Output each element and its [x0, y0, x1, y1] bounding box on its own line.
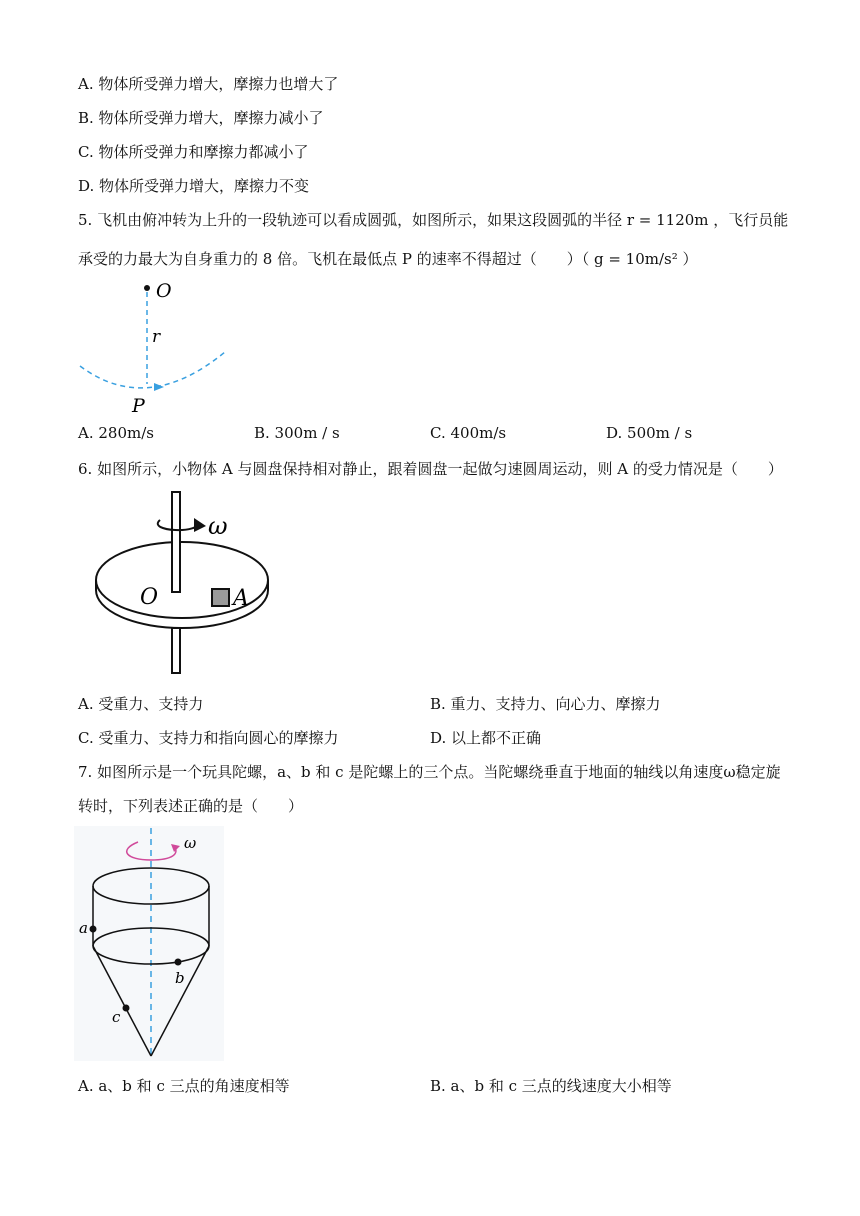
label-c: c — [112, 1008, 121, 1026]
q4-option-b: B. 物体所受弹力增大，摩擦力减小了 — [78, 109, 324, 127]
q6-option-c: C. 受重力、支持力和指向圆心的摩擦力 — [78, 729, 339, 747]
label-r: r — [152, 327, 161, 347]
q7-top-diagram — [74, 826, 224, 1061]
q5-option-d: D. 500m / s — [606, 424, 693, 442]
label-a: A — [233, 586, 249, 611]
block-a — [212, 589, 229, 606]
label-o: O — [156, 280, 172, 302]
q6-stem-line1: 6. 如图所示，小物体 A 与圆盘保持相对静止，跟着圆盘一起做匀速圆周运动，则 A 的受力情况是（ ） — [78, 460, 783, 478]
q5-arc-diagram — [70, 276, 240, 416]
center-point-o — [144, 285, 150, 291]
label-p: P — [132, 395, 145, 416]
q7-option-a: A. a、b 和 c 三点的角速度相等 — [78, 1077, 290, 1095]
q6-option-b: B. 重力、支持力、向心力、摩擦力 — [430, 695, 661, 713]
axle-top — [172, 492, 180, 592]
q7-option-b: B. a、b 和 c 三点的线速度大小相等 — [430, 1077, 672, 1095]
point-c — [123, 1005, 130, 1012]
point-a — [90, 926, 97, 933]
q4-option-d: D. 物体所受弹力增大，摩擦力不变 — [78, 177, 310, 195]
q7-stem-line1: 7. 如图所示是一个玩具陀螺，a、b 和 c 是陀螺上的三个点。当陀螺绕垂直于地面的轴线以角速度ω稳定旋 — [78, 763, 781, 781]
q4-option-a: A. 物体所受弹力增大，摩擦力也增大了 — [78, 75, 339, 93]
q5-option-c: C. 400m/s — [430, 424, 507, 442]
q7-stem-line2: 转时，下列表述正确的是（ ） — [78, 797, 304, 815]
arc-path — [80, 352, 225, 388]
rotation-arrowhead — [194, 518, 206, 532]
axle-bottom — [172, 628, 180, 673]
q5-option-a: A. 280m/s — [78, 424, 154, 442]
q4-option-c: C. 物体所受弹力和摩擦力都减小了 — [78, 143, 309, 161]
q5-option-b: B. 300m / s — [254, 424, 340, 442]
label-a: a — [79, 919, 88, 937]
q5-stem-line2: 承受的力最大为自身重力的 8 倍。飞机在最低点 P 的速率不得超过（ ）（ g = 10m/s² ） — [78, 250, 698, 268]
figure-background — [74, 826, 224, 1061]
q6-option-d: D. 以上都不正确 — [430, 729, 542, 747]
label-omega: ω — [208, 512, 228, 540]
q6-option-a: A. 受重力、支持力 — [78, 695, 204, 713]
label-omega: ω — [184, 834, 197, 852]
arc-arrow — [154, 383, 164, 391]
q5-stem-line1: 5. 飞机由俯冲转为上升的一段轨迹可以看成圆弧，如图所示，如果这段圆弧的半径 r = 1120m ，飞行员能 — [78, 211, 789, 229]
label-b: b — [175, 969, 185, 987]
label-o: O — [140, 585, 159, 610]
q6-disc-diagram — [90, 488, 280, 678]
point-b — [175, 959, 182, 966]
